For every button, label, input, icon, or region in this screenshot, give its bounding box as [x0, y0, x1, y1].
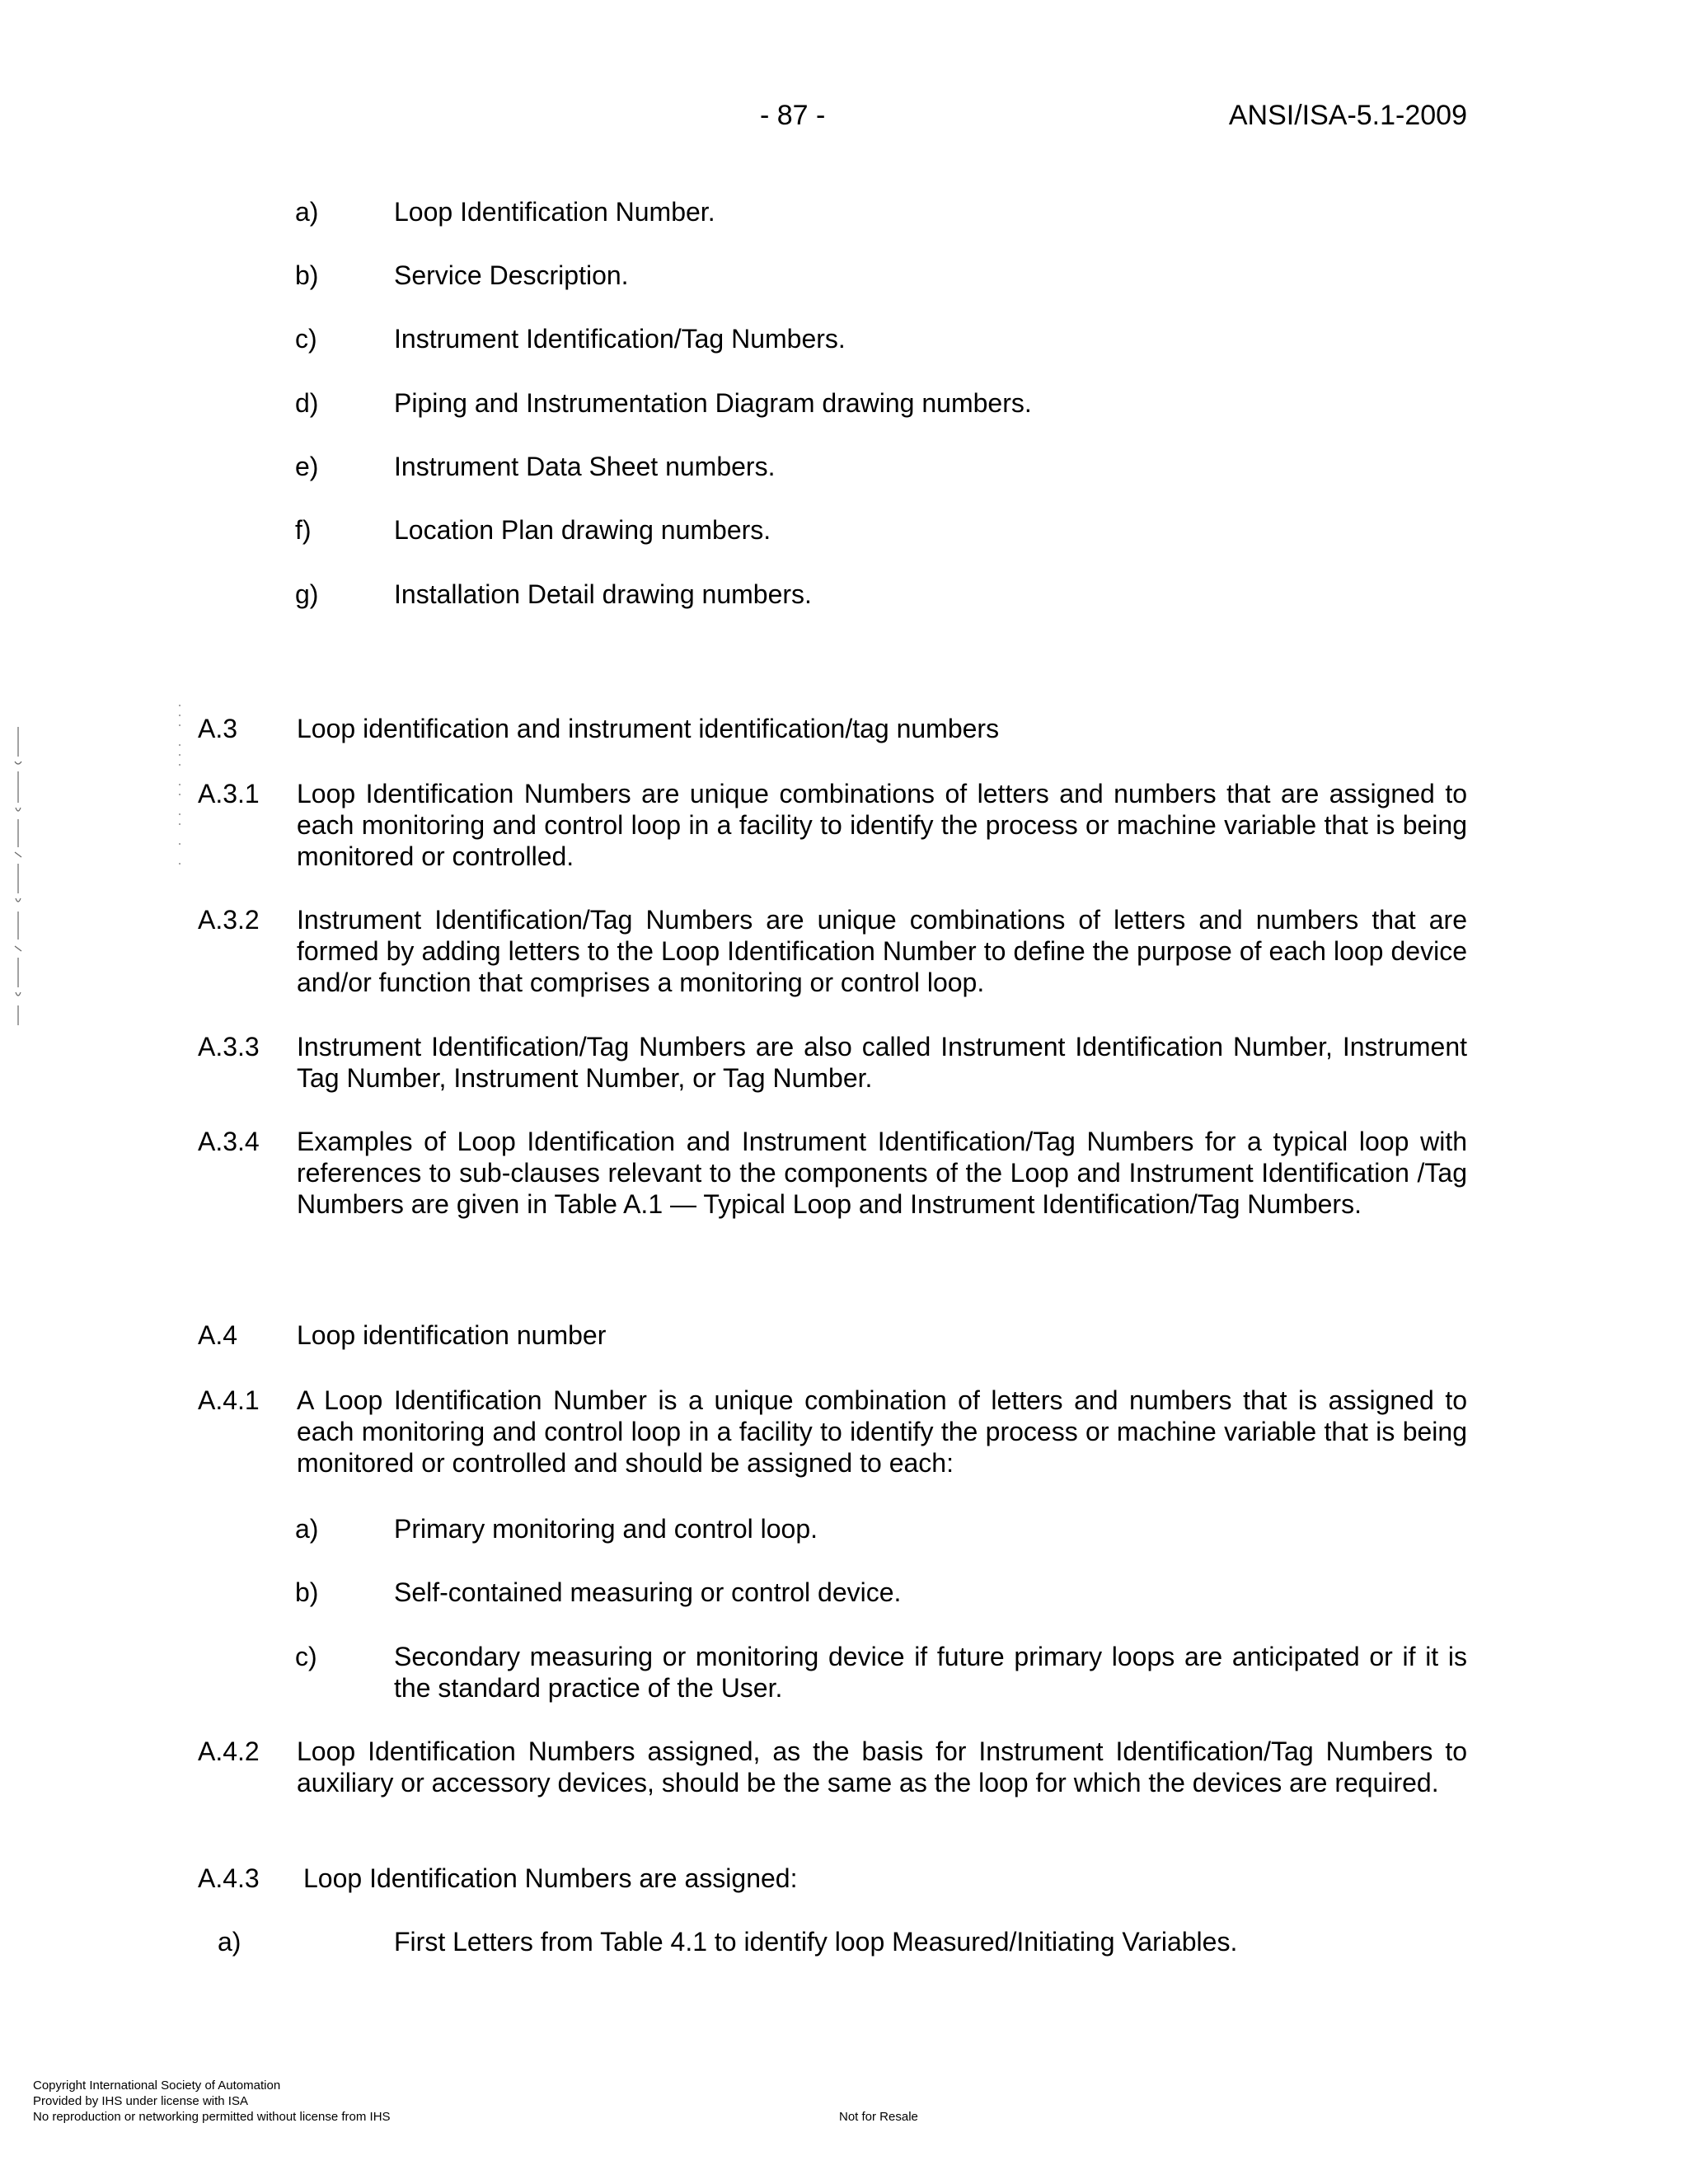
clause-number: A.4.3	[198, 1863, 260, 1893]
page-number: - 87 -	[760, 100, 826, 131]
clause-number: A.3.1	[198, 779, 260, 808]
clause-number: A.4.1	[198, 1385, 260, 1415]
list-item-label: b)	[295, 1577, 319, 1607]
list-item-text: First Letters from Table 4.1 to identify loop Measured/Initiating Variables.	[394, 1927, 1238, 1957]
clause-text: A Loop Identification Number is a unique combination of letters and numbers that is assigned to each monitoring and control loop in a facility to identify the process or machine variable that is being monitored or controlled and should be assigned to each:	[297, 1385, 1467, 1478]
list-item-label: c)	[295, 324, 317, 354]
list-item-label: a)	[295, 1514, 319, 1544]
footer-line: Provided by IHS under license with ISA	[33, 2094, 248, 2108]
section-number: A.3	[198, 714, 238, 743]
copyright-footer	[33, 2078, 391, 2125]
section-title: Loop identification and instrument identification/tag numbers	[297, 714, 1000, 743]
list-item-label: f)	[295, 515, 312, 545]
clause-number: A.3.3	[198, 1032, 260, 1062]
list-item-text: Installation Detail drawing numbers.	[394, 579, 812, 609]
list-item-label: c)	[295, 1642, 317, 1671]
list-item-label: a)	[295, 197, 319, 227]
list-item-text: Piping and Instrumentation Diagram drawing numbers.	[394, 388, 1032, 418]
list-item-text: Self-contained measuring or control device.	[394, 1577, 902, 1607]
footer-line: Copyright International Society of Automation	[33, 2079, 281, 2093]
list-item-label: b)	[295, 260, 319, 290]
clause-number: A.3.2	[198, 905, 260, 935]
margin-watermark	[8, 724, 28, 1029]
list-item-label: a)	[218, 1927, 241, 1957]
margin-dots	[175, 702, 185, 875]
clause-text: Loop Identification Numbers assigned, as the basis for Instrument Identification/Tag Numbers to auxiliary or accessory devices, should be the same as the loop for which the devices are required.	[297, 1736, 1467, 1797]
clause-text: Instrument Identification/Tag Numbers are unique combinations of letters and numbers that are formed by adding letters to the Loop Identification Number to define the purpose of each loop device and/or function that comprises a monitoring or control loop.	[297, 905, 1467, 997]
resale-notice: Not for Resale	[839, 2110, 918, 2124]
clause-number: A.3.4	[198, 1127, 260, 1156]
list-item-label: d)	[295, 388, 319, 418]
list-item-text: Location Plan drawing numbers.	[394, 515, 771, 545]
list-item-text: Instrument Identification/Tag Numbers.	[394, 324, 846, 354]
document-id: ANSI/ISA-5.1-2009	[1228, 100, 1467, 131]
list-item-text: Loop Identification Number.	[394, 197, 715, 227]
list-item-label: e)	[295, 452, 319, 481]
list-item-text: Primary monitoring and control loop.	[394, 1514, 818, 1544]
list-item-text: Service Description.	[394, 260, 629, 290]
section-number: A.4	[198, 1320, 238, 1350]
list-item-text: Secondary measuring or monitoring device if future primary loops are anticipated or if it is the standard practice of the User.	[394, 1642, 1467, 1703]
clause-number: A.4.2	[198, 1736, 260, 1766]
footer-line: No reproduction or networking permitted without license from IHS	[33, 2110, 391, 2124]
clause-text: Loop Identification Numbers are unique combinations of letters and numbers that are assigned to each monitoring and control loop in a facility to identify the process or machine variable that is being monitored or controlled.	[297, 779, 1467, 871]
clause-text: Instrument Identification/Tag Numbers are also called Instrument Identification Number, Instrument Tag Number, Instrument Number, or Tag Number.	[297, 1032, 1467, 1093]
list-item-text: Instrument Data Sheet numbers.	[394, 452, 776, 481]
list-item-label: g)	[295, 579, 319, 609]
clause-text: Examples of Loop Identification and Instrument Identification/Tag Numbers for a typical loop with references to sub-clauses relevant to the components of the Loop and Instrument Identification /Tag Numbers are given in Table A.1 — Typical Loop and Instrument Identification/Tag Numbers.	[297, 1127, 1467, 1219]
clause-text: Loop Identification Numbers are assigned:	[303, 1863, 798, 1893]
section-title: Loop identification number	[297, 1320, 607, 1350]
